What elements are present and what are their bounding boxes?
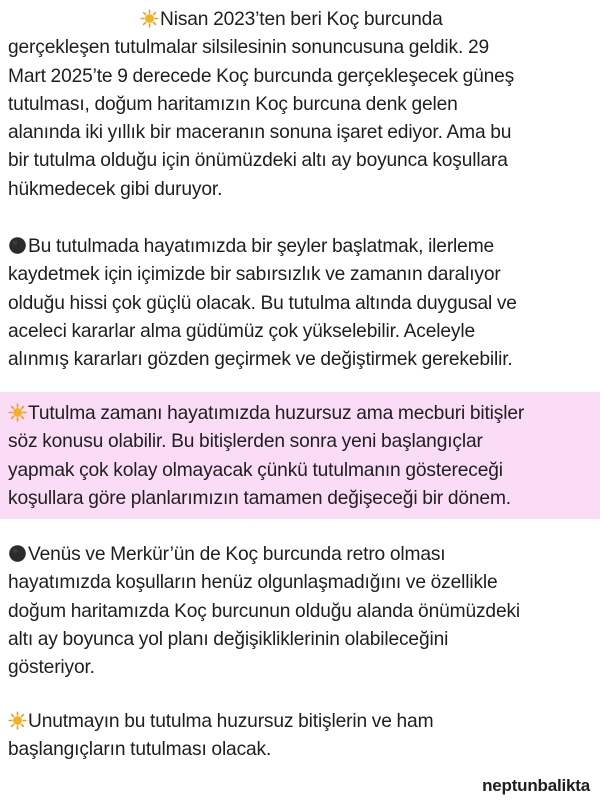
paragraph-4-line-3: doğum haritamızda Koç burcunun olduğu alanda önümüzdeki [8,600,521,622]
new-moon-icon [8,236,27,255]
paragraph-1-line-1-text: Nisan 2023’ten beri Koç burcunda [160,9,443,30]
paragraph-4 [8,541,596,682]
paragraph-1-line-3: Mart 2025’te 9 derecede Koç burcunda gerçekleşecek güneş [8,65,515,87]
paragraph-4-line-1 [8,541,596,569]
paragraph-3-line-4: koşullara göre planlarımızın tamamen değişeceği bir dönem. [8,487,511,509]
sun-icon [140,9,159,28]
paragraph-2-line-3: olduğu hissi çok güçlü olacak. Bu tutulma altında duygusal ve [8,292,517,314]
paragraph-4-line-4: altı ay boyunca yol planı değişikliklerinin olabileceğini [8,628,449,650]
paragraph-5-line-1 [8,708,596,736]
paragraph-1 [8,6,596,204]
sun-icon [8,711,27,730]
paragraph-5-line-2: başlangıçların tutulması olacak. [8,739,272,761]
new-moon-icon [8,544,27,563]
paragraph-3-line-3: yapmak çok kolay olmayacak çünkü tutulmanın göstereceği [8,459,503,481]
paragraph-1-line-5: alanında iki yıllık bir maceranın sonuna işaret ediyor. Ama bu [8,122,512,144]
paragraph-5-line-1-text: Unutmayın bu tutulma huzursuz bitişlerin ve ham [28,711,434,732]
sun-icon [8,403,27,422]
paragraph-3-line-2: söz konusu olabilir. Bu bitişlerden sonra yeni başlangıçlar [8,431,483,453]
paragraph-1-line-7: hükmedecek gibi duruyor. [8,178,223,200]
paragraph-2-line-2: kaydetmek için içimizde bir sabırsızlık ve zamanın daralıyor [8,264,501,286]
paragraph-2-line-4: aceleci kararlar alma güdümüz çok yükselebilir. Aceleyle [8,320,475,342]
paragraph-2 [8,233,596,374]
paragraph-3-highlighted [8,400,596,513]
paragraph-3-line-1-text: Tutulma zamanı hayatımızda huzursuz ama mecburi bitişler [28,403,525,424]
paragraph-1-line-1 [8,6,596,34]
paragraph-4-line-2: hayatımızda koşulların henüz olgunlaşmadığını ve özellikle [8,572,498,594]
paragraph-1-line-4: tutulması, doğum haritamızın Koç burcuna denk gelen [8,93,458,115]
paragraph-2-line-1-text: Bu tutulmada hayatımızda bir şeyler başlatmak, ilerleme [28,236,495,257]
paragraph-1-line-6: bir tutulma olduğu için önümüzdeki altı ay boyunca koşullara [8,150,508,172]
paragraph-1-line-2: gerçekleşen tutulmalar silsilesinin sonuncusuna geldik. 29 [8,37,489,59]
paragraph-2-line-1 [8,233,596,261]
paragraph-4-line-1-text: Venüs ve Merkür’ün de Koç burcunda retro olması [28,544,446,565]
paragraph-4-line-5: gösteriyor. [8,657,95,679]
paragraph-3-line-1 [8,400,596,428]
author-signature: neptunbalikta [482,776,590,795]
paragraph-5 [8,708,596,765]
paragraph-2-line-5: alınmış kararları gözden geçirmek ve değiştirmek gerekebilir. [8,349,513,371]
